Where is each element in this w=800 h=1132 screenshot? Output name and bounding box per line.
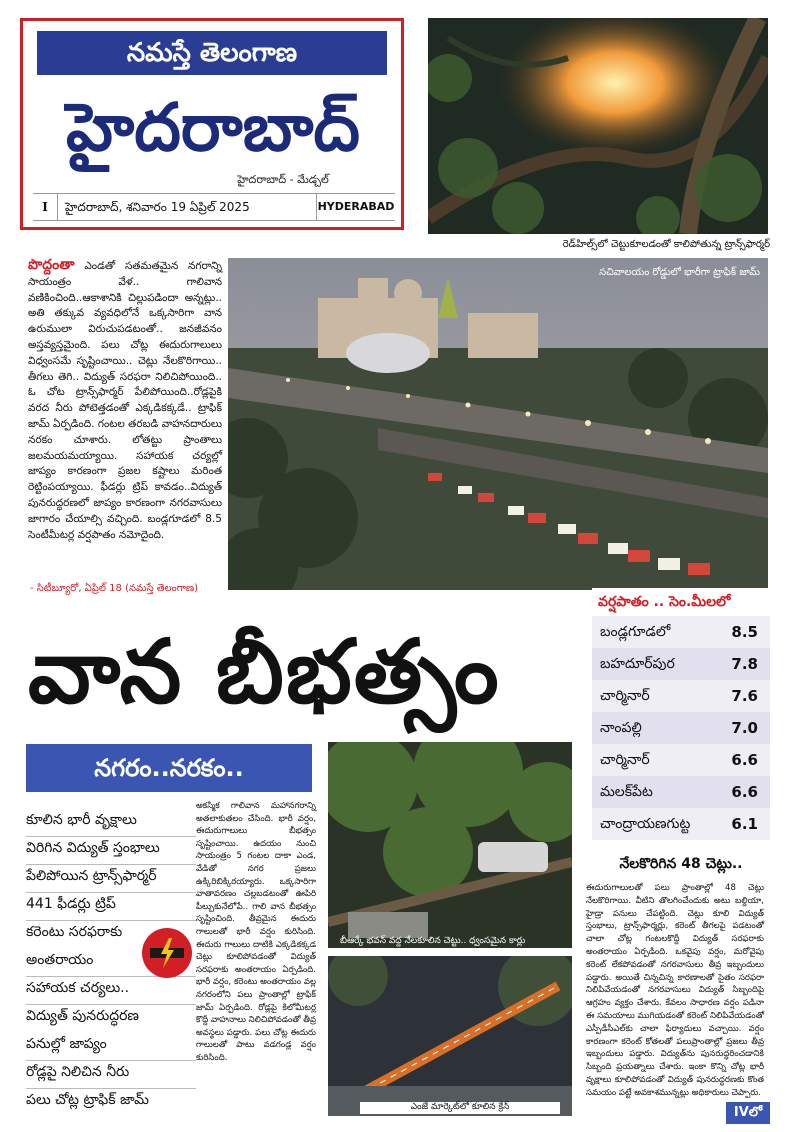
rainfall-place: మలక్‌పేట [600, 784, 653, 800]
main-headline: వాన బీభత్సం [28, 620, 501, 723]
highlight-item: పేలిపోయిన ట్రాన్స్‌ఫార్మర్ [26, 862, 196, 893]
rainfall-value: 7.8 [731, 655, 758, 673]
city-edition-title: హైదరాబాద్ [66, 88, 360, 166]
dateline [33, 193, 395, 221]
section-banner: నగరం..నరకం.. [26, 744, 312, 792]
rainfall-row [592, 776, 770, 808]
edition-subtitle: హైదరాబాద్ - మేడ్చల్ [237, 173, 329, 186]
photo-transformer-fire [428, 18, 768, 234]
rainfall-place: బహదూర్‌పుర [600, 656, 675, 672]
page-number: I [33, 194, 58, 220]
highlight-item: 441 ఫీడర్లు ట్రిప్ [26, 890, 196, 921]
article-lead-word: పొద్దంతా [28, 257, 75, 273]
photo-traffic-jam [228, 258, 768, 590]
rainfall-table [592, 588, 770, 846]
photo-fallen-tree [328, 742, 572, 948]
caption-crane: ఎంజే మార్కెట్‌లో కూలిన క్రేన్ [360, 1102, 560, 1114]
highlight-item: పలు చోట్ల ట్రాఫిక్ జామ్ [26, 1092, 149, 1108]
column-three-text: ఈదురుగాలులతో పలు ప్రాంతాల్లో 48 చెట్లు నేలకొరిగాయి. వీటిని తొలగించేందుకు అటు బల్దియా, హైడ్రా పనులు చేపట్టింది. చెట్లు కూలి విద్యుత్ స్తంభాలు, ట్రాన్స్‌ఫార్మర్లు, కరెంట్ తీగలపై పడటంతో చాలా చోట్ల గంటలకొద్దీ విద్యుత్ సరఫరాకు అంతరాయం ఏర్పడింది. ఒకవైపు వర్షం, మరోవైపు కరెంట్ లేకపోవడంతో నగరవాసులు తీవ్ర ఇబ్బందులు పడ్డారు. అయితే చిన్నచిన్న కారణాలతో సైతం సరఫరా నిలిపివేయడంతో నగరవాసులు విద్యుత్ సిబ్బందిపై ఆగ్రహం వ్యక్తం చేశారు. కేవలం సాధారణ వర్షం పడినా ఈ సమయాలు ముగియడంతో కరెంట్ నిలిపివేయడంతో ఎస్పీడీసీఎల్‌కు చాలా ఫిర్యాదులు వచ్చాయి. వర్షం కారణంగా కరెంట్ కోతలతో పలుప్రాంతాల్లో ప్రజలు తీవ్ర ఇబ్బందులు పడ్డారు. విద్యుత్‌ను పునరుద్ధరించడానికి సిబ్బంది ప్రయత్నాలు చేశారు. ఇంకా కొన్ని చోట్ల భారీ వృక్షాలు కూలిపోవడంతో విద్యుత్ పునరుద్ధరణకు కొంత సమయం పట్టే అవకాశమున్నట్లు అధికారులు చెప్పారు. [586, 883, 764, 1098]
continued-page-tag: IVలో [726, 1102, 770, 1124]
rainfall-value: 6.6 [731, 783, 758, 801]
highlight-item: రోడ్లపై నిలిచిన నీరు [26, 1058, 196, 1089]
newspaper-brand: నమస్తే తెలంగాణ [37, 31, 387, 75]
highlight-item: కూలిన భారీ వృక్షాలు [26, 806, 196, 837]
rainfall-row [592, 712, 770, 744]
trees-fallen-subheading: నేలకొరిగిన 48 చెట్లు.. [619, 856, 743, 872]
highlight-item: సహాయక చర్యలు.. [26, 974, 196, 1005]
highlight-item: విరిగిన విద్యుత్ స్తంభాలు [26, 834, 196, 865]
column-two-text: అకస్మిక గాలివాన మహానగరాన్ని అతలాకుతలం చేసింది. భారీ వర్షం, ఈదురుగాలులు బీభత్సం సృష్టించాయి. ఉదయం నుంచి సాయంత్రం 5 గంటల దాకా ఎండ, వేడితో నగర ప్రజలు ఉక్కిరిబిక్కిరయ్యారు. ఒక్కసారిగా వాతావరణం చల్లబడటంతో ఊపిరి పీల్చుకునేలోపే.. గాలి వాన బీభత్సం సృష్టించింది. తీవ్రమైన ఈదురు గాలులతో భారీ వర్షం కురిసింది. ఈదురు గాలులు దాటికి ఎక్కడికక్కడ చెట్లు కూలిపోవడంతో విద్యుత్ సరఫరాకు అంతరాయం ఏర్పడింది. భారీ వర్షం, కరెంటు అంతరాయం వల్ల నగరంలోని పలు ప్రాంతాల్లో ట్రాఫిక్ జామ్ ఏర్పడింది. రోడ్లపై కిలోమీటర్ల కొద్దీ వాహనాలు నిలిచిపోవడంతో తీవ్ర అవస్థలు పడ్డారు. పలు చోట్ల ఈదురు గాలులతో పాటు వడగండ్ల వర్షం కురిసింది. [196, 801, 316, 1063]
caption-transformer: రెడ్‌హిల్స్‌లో చెట్టుకూలడంతో కాలిపోతున్న ట్రాన్స్‌ఫార్మర్ [562, 239, 770, 250]
article-body: ఎండతో సతమతమైన నగరాన్ని సాయంత్రం వేళ.. గాలివాన వణికించింది..ఆకాశానికి చిల్లుపడిందా అన్నట్లు.. అతి తక్కువ వ్యవధిలోనే ఒక్కసారిగా వాన ఉరుములా విరుచుపడటంతో.. జనజీవనం అస్తవ్యస్తమైంది. పలు చోట్ల ఈదురుగాలులు విధ్వంసమే సృష్టించాయి.. చెట్లు నేలకొరిగాయి.. తీగలు తెగి.. విద్యుత్ సరఫరా నిలిచిపోయింది.. ఓ చోట ట్రాన్స్‌ఫార్మర్ పేలిపోయింది..రోడ్లపైకి వరద నీరు పోటెత్తడంతో ఎక్కడికక్కడే.. ట్రాఫిక్ జామ్ ఏర్పడింది. గంటల తరబడి వాహనదారులు నరకం చూశారు. లోతట్టు ప్రాంతాలు జలమయమయ్యాయి. సహాయక చర్యల్లో జాప్యం కారణంగా ప్రజల కష్టాలు మరింత రెట్టింపయ్యాయి. ఫీడర్లు ట్రిప్ కావడం..విద్యుత్ పునరుద్ధరణలో జాప్యం కారణంగా నగరవాసులు జాగారం చేయాల్సి వచ్చింది. బండ్లగూడలో 8.5 సెంటీమీటర్ల వర్షపాతం నమోదైంది. [28, 260, 222, 541]
rainfall-place: బండ్లగూడలో [600, 624, 671, 640]
rainfall-value: 8.5 [731, 623, 758, 641]
rainfall-value: 6.6 [731, 751, 758, 769]
power-cut-icon [142, 928, 192, 978]
highlight-item: అంతరాయం [26, 946, 196, 977]
caption-fallen-tree: బీఆర్కే భవన్ వద్ద నేలకూలిన చెట్టు.. ధ్వంసమైన కార్లు [340, 936, 526, 946]
rainfall-place: చార్మినార్ [600, 688, 650, 704]
rainfall-row [592, 616, 770, 648]
rainfall-place: నాంపల్లి [600, 720, 642, 736]
rainfall-title: వర్షపాతం .. సెం.మీలలో [592, 588, 770, 616]
lead-article [28, 258, 222, 598]
rainfall-place: చార్మినార్ [600, 752, 650, 768]
rainfall-row [592, 648, 770, 680]
photo-fallen-crane [328, 956, 572, 1116]
rainfall-value: 6.1 [731, 815, 758, 833]
rainfall-value: 7.0 [731, 719, 758, 737]
article-byline: - సిటీబ్యూరో, ఏప్రిల్ 18 (నమస్తే తెలంగాణ) [30, 583, 199, 594]
rainfall-place: చాంద్రాయణగుట్ట [600, 816, 691, 832]
highlight-item: విద్యుత్ పునరుద్ధరణ [26, 1008, 139, 1024]
caption-traffic: సచివాలయం రోడ్డులో భారీగా ట్రాఫిక్ జామ్ [599, 267, 760, 278]
rainfall-row [592, 744, 770, 776]
edition-label: HYDERABAD [316, 194, 395, 220]
masthead [20, 18, 404, 230]
rainfall-row [592, 680, 770, 712]
date-text: హైదరాబాద్, శనివారం 19 ఏప్రిల్ 2025 [65, 200, 250, 214]
rainfall-row [592, 808, 770, 840]
highlight-item: పనుల్లో జాప్యం [26, 1030, 196, 1061]
rainfall-value: 7.6 [731, 687, 758, 705]
highlight-item: కరెంటు సరఫరాకు [26, 924, 123, 940]
